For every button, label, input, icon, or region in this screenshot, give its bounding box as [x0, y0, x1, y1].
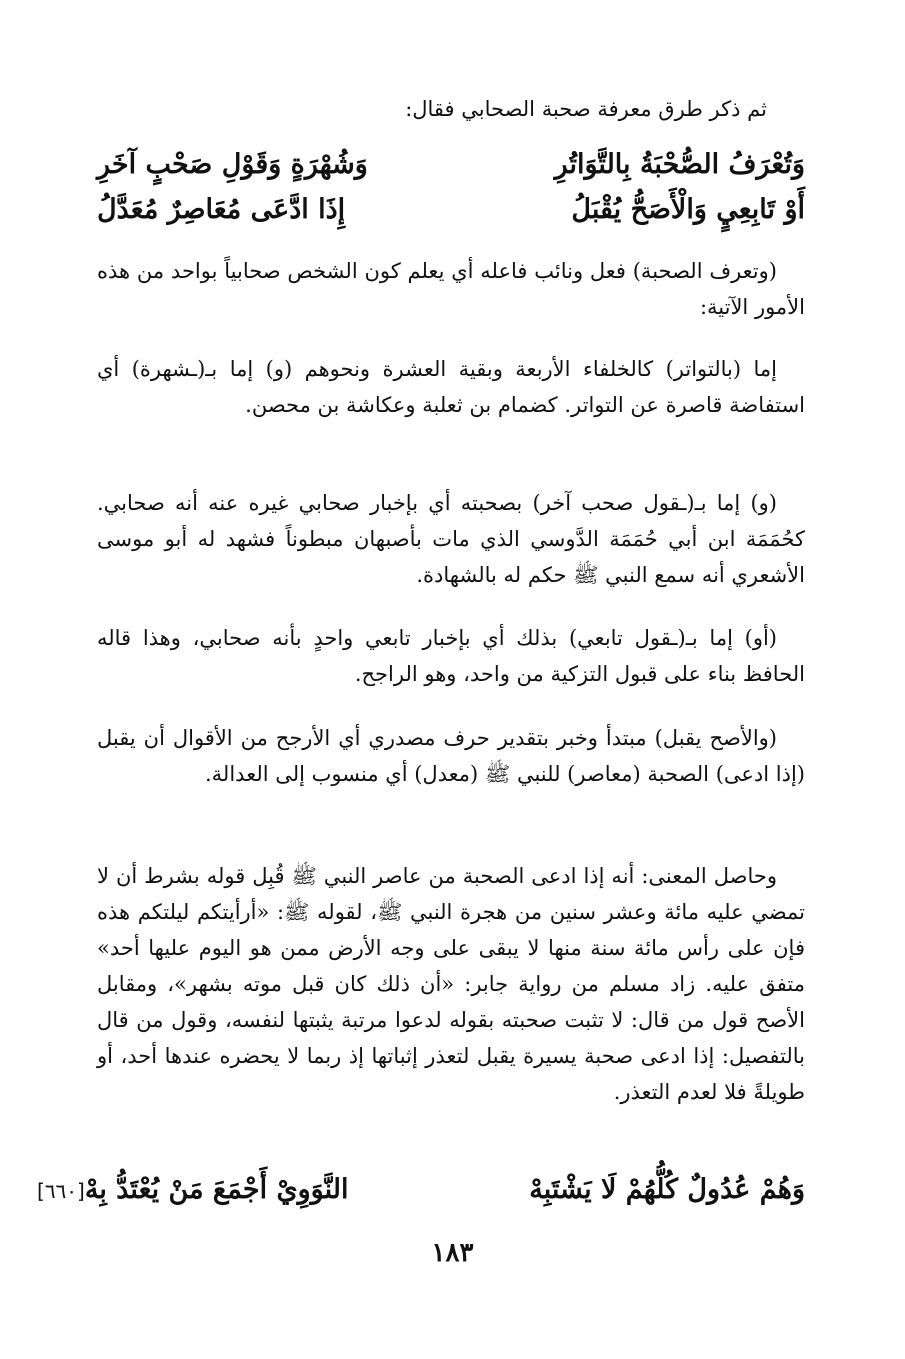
verse-1-second-hemistich: وَشُهْرَةٍ وَقَوْلِ صَحْبٍ آخَرِ: [97, 149, 368, 180]
paragraph-3: [97, 485, 805, 593]
verse-1-first-hemistich: وَتُعْرَفُ الصُّحْبَةُ بِالتَّوَاتُرِ: [554, 149, 805, 180]
verse-3-second-hemistich: [37, 1170, 349, 1210]
paragraph-2-text: إما (بالتواتر) كالخلفاء الأربعة وبقية العشرة ونحوهم (و) إما بـ(ـشهرة) أي استفاضة قاصرة عن التواتر. كضمام بن ثعلبة وعكاشة بن محصن.: [97, 357, 805, 417]
verse-number: [٦٦٠]: [37, 1179, 85, 1203]
verse-2-first-hemistich: أَوْ تَابِعِيٍ وَالْأَصَحُّ يُقْبَلُ: [571, 194, 805, 225]
verse-line-3: [37, 1170, 805, 1210]
verse-3-second-text: النَّوَوِيْ أَجْمَعَ مَنْ يُعْتَدُّ بِهْ: [84, 1174, 349, 1205]
paragraph-1: [97, 253, 805, 325]
paragraph-6-text: وحاصل المعنى: أنه إذا ادعى الصحبة من عاصر النبي ﷺ قُبِل قوله بشرط أن لا تمضي عليه مائة وعشر سنين من هجرة النبي ﷺ، لقوله ﷺ: «أرأيتكم ليلتكم هذه فإن على رأس مائة سنة منها لا يبقى على وجه الأرض ممن هو اليوم عليها أحد» متفق عليه. زاد مسلم من رواية جابر: «أن ذلك كان قبل موته بشهر»، ومقابل الأصح قول من قال: لا تثبت صحبته بقوله لدعوا مرتبة يثبتها لنفسه، وقول من قال بالتفصيل: إذا ادعى صحبة يسيرة يقبل لتعذر إثباتها إذ ربما لا يحضره عندها أحد، أو طويلةً فلا لعدم التعذر.: [97, 864, 805, 1104]
page-number: ١٨٣: [431, 1238, 474, 1268]
verse-line-1: [97, 145, 805, 185]
paragraph-4-text: (أو) إما بـ(ـقول تابعي) بذلك أي بإخبار تابعي واحدٍ بأنه صحابي، وهذا قاله الحافظ بناء على قبول التزكية من واحد، وهو الراجح.: [97, 626, 805, 686]
paragraph-5-text: (والأصح يقبل) مبتدأ وخبر بتقدير حرف مصدري أي الأرجح من الأقوال أن يقبل (إذا ادعى) الصحبة (معاصر) للنبي ﷺ (معدل) أي منسوب إلى العدالة.: [97, 726, 805, 786]
verse-3-first-hemistich: وَهُمْ عُدُولٌ كُلُّهُمْ لَا يَشْتَبِهْ: [529, 1174, 805, 1205]
paragraph-2: [97, 351, 805, 423]
paragraph-3-text: (و) إما بـ(ـقول صحب آخر) بصحبته أي بإخبار صحابي غيره عنه أنه صحابي. كحُمَمَة ابن أبي حُمَمَة الدَّوسي الذي مات بأصبهان مبطوناً فشهد له أبو موسى الأشعري أنه سمع النبي ﷺ حكم له بالشهادة.: [97, 491, 805, 587]
paragraph-6: [97, 858, 805, 1110]
verse-line-2: [97, 190, 805, 230]
intro-line: ثم ذكر طرق معرفة صحبة الصحابي فقال:: [405, 97, 767, 121]
paragraph-1-text: (وتعرف الصحبة) فعل ونائب فاعله أي يعلم كون الشخص صحابياً بواحد من هذه الأمور الآتية:: [97, 259, 805, 319]
verse-2-second-hemistich: إِذَا ادَّعَى مُعَاصِرٌ مُعَدَّلُ: [97, 194, 346, 225]
paragraph-4: [97, 620, 805, 692]
paragraph-5: [97, 720, 805, 792]
